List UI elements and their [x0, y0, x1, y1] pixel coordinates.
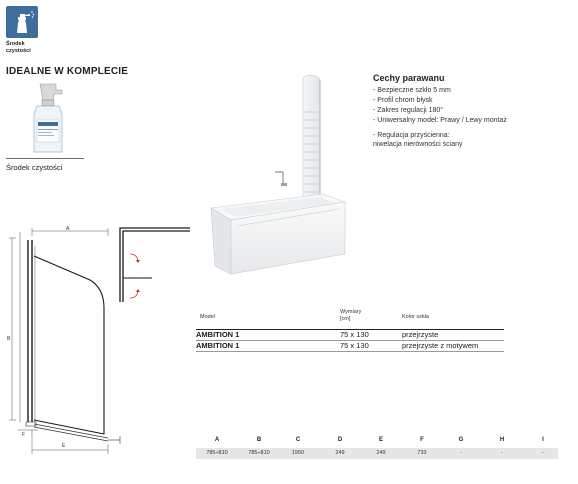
model-table — [196, 305, 504, 352]
row-glass: przejrzyste z motywem — [402, 341, 479, 350]
feature-item: - Bezpieczne szkło 5 mm — [373, 87, 451, 94]
dim-header: A — [214, 437, 220, 443]
dimension-header-row — [196, 437, 558, 448]
dim-value: - — [542, 450, 544, 456]
dim-label-b: B — [7, 336, 11, 342]
features-note: - Regulacja przyścienna: niwelacja nierówności ściany — [373, 132, 463, 148]
dim-value: 785÷810 — [248, 450, 270, 456]
dim-header: I — [542, 437, 544, 443]
dim-label-a: A — [66, 226, 70, 232]
technical-drawing — [4, 218, 194, 458]
dim-header: C — [295, 437, 301, 443]
cleaner-divider — [6, 158, 84, 159]
header-glass: Kolor szkła — [402, 314, 429, 320]
row-model: AMBITION 1 — [196, 341, 240, 350]
dim-value: 733 — [417, 450, 427, 456]
product-photo — [205, 72, 355, 284]
features-list — [373, 86, 507, 126]
table-row — [196, 330, 504, 340]
dim-label-e: E — [62, 443, 66, 449]
feature-item: - Zakres regulacji 180° — [373, 107, 444, 114]
feature-item: - Uniwersalny model: Prawy / Lewy montaż — [373, 117, 507, 124]
kit-heading: IDEALNE W KOMPLECIE — [6, 66, 129, 77]
table-row — [196, 341, 504, 351]
dim-header: E — [378, 437, 383, 443]
features-block — [373, 73, 507, 149]
header-model: Model — [200, 314, 215, 320]
dim-value: 249 — [376, 450, 386, 456]
dim-header: F — [420, 437, 424, 443]
model-table-header — [196, 305, 504, 329]
dim-value: 785÷810 — [206, 450, 228, 456]
features-title: Cechy parawanu — [373, 73, 445, 83]
feature-item: - Profil chrom błysk — [373, 97, 433, 104]
dim-header: D — [337, 437, 343, 443]
row-model: AMBITION 1 — [196, 330, 240, 339]
dim-value: - — [460, 450, 462, 456]
dim-label-f: F — [22, 432, 26, 438]
dim-value: 1950 — [291, 450, 305, 456]
row-glass: przejrzyste — [402, 330, 439, 339]
dim-header: H — [499, 437, 505, 443]
dim-value: 249 — [335, 450, 345, 456]
badge-caption: Środek czystości — [6, 41, 31, 54]
cleaner-bottle-image — [26, 80, 70, 156]
table-rule — [196, 351, 504, 352]
dim-header: G — [458, 437, 464, 443]
spray-bottle-icon-badge — [6, 6, 38, 38]
row-dimensions: 75 x 130 — [340, 341, 369, 350]
dim-value: - — [501, 450, 503, 456]
dim-header: B — [256, 437, 262, 443]
header-dimensions: Wymiary [cm] — [340, 309, 362, 322]
row-dimensions: 75 x 130 — [340, 330, 369, 339]
spray-bottle-icon — [6, 6, 38, 38]
dimension-table — [196, 437, 558, 459]
dimension-value-row — [196, 448, 558, 459]
cleaner-label: Środek czystości — [6, 163, 63, 172]
